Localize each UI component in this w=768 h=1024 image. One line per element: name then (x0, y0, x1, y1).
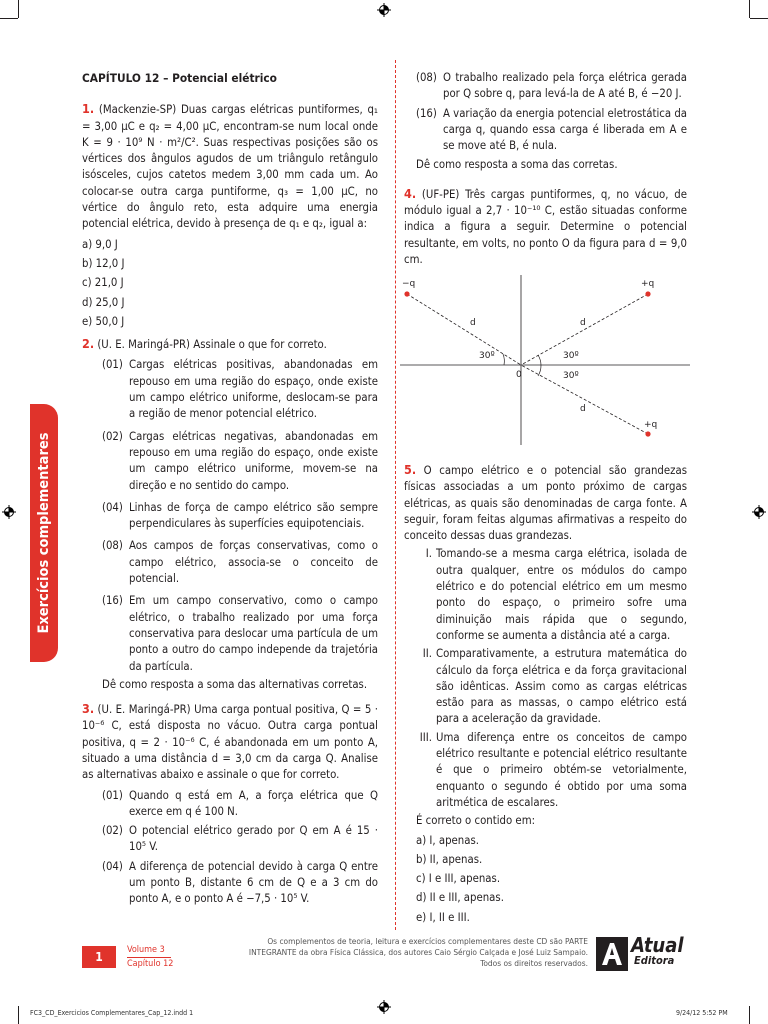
charges-figure (400, 275, 700, 445)
list-item (82, 538, 378, 587)
dashed-line (407, 294, 521, 365)
publisher-logo-icon (596, 937, 628, 971)
item-code: (08) (102, 539, 123, 553)
list-item (82, 859, 378, 908)
angle-arc (538, 365, 541, 376)
sidebar-tab (30, 404, 58, 662)
dashed-line (521, 294, 648, 365)
list-item (82, 500, 378, 533)
registration-mark-icon (2, 505, 16, 519)
option: b) II, apenas. (416, 852, 483, 866)
copyright-line: Todos os direitos reservados. (480, 958, 588, 968)
angle-arc (503, 354, 504, 365)
option: e) 50,0 J (82, 314, 125, 328)
label-angle: 30º (479, 351, 495, 361)
list-item (82, 788, 378, 821)
item-text: Quando q está em A, a força elétrica que Q exerce em q é 100 N. (129, 788, 378, 818)
chapter-title: CAPÍTULO 12 – Potencial elétrico (82, 71, 277, 85)
item-text: Cargas elétricas negativas, abandonadas em repouso em uma região do espaço, onde existe um campo elétrico uniforme, movem-se na direção e no sentido do campo. (129, 429, 378, 492)
crop-mark (749, 1006, 750, 1024)
item-text: A diferença de potencial devido à carga Q entre um ponto B, distante 6 cm de Q e a 3 cm do ponto A, e o ponto A é −7,5 · 10⁵ V. (129, 859, 378, 906)
statement-numeral: II. (422, 647, 432, 661)
item-text: O potencial elétrico gerado por Q em A é 15 · 10⁵ V. (129, 824, 378, 854)
print-date-info: 9/24/12 5:52 PM (676, 1009, 728, 1017)
option: e) I, II e III. (416, 910, 470, 924)
crop-mark (18, 0, 19, 18)
question-text: O campo elétrico e o potencial são grandezas físicas associadas a um ponto próximo de cargas elétricas, as quais são denominadas de carga fonte. A seguir, foram feitas algumas afirmativas a respeito do conceito dessas duas grandezas. (404, 464, 687, 543)
item-code: (02) (102, 824, 123, 838)
item-code: (16) (416, 106, 437, 120)
crop-mark (750, 18, 768, 19)
question-number: 5. (404, 462, 417, 477)
item-text: O trabalho realizado pela força elétrica gerada por Q sobre q, para levá-la de A até B, é −20 J. (443, 71, 687, 101)
copyright-line: INTEGRANTE da obra Física Clássica, dos autores Caio Sérgio Calçada e José Luiz Sampaio. (248, 947, 588, 957)
question-5 (404, 462, 687, 929)
chapter-label: Capítulo 12 (127, 959, 174, 969)
question-4 (404, 185, 687, 268)
label-origin: 0 (516, 370, 522, 380)
statement (416, 646, 687, 727)
item-code: (16) (102, 594, 123, 608)
crop-mark (18, 1006, 19, 1024)
list-item (416, 70, 687, 103)
question-text: (Mackenzie-SP) Duas cargas elétricas puntiformes, q₁ = 3,00 μC e q₂ = 4,00 μC, encontram-se num local onde K = 9 · 10⁹ N · m²/C². Suas respectivas posições são os vértices dos ângulos agudos de um triângulo retângulo isósceles, cujos catetos medem 3,00 mm cada um. Ao colocar-se outra carga puntiforme, q₃ = 1,00 μC, no vértice do ângulo reto, esta adquire uma energia potencial elétrica, devido à presença de q₁ e q₂, igual a: (82, 103, 379, 231)
question-2 (82, 336, 378, 693)
registration-mark-icon (377, 3, 391, 17)
option: d) II e III, apenas. (416, 891, 504, 905)
question-3 (82, 701, 378, 908)
option: c) 21,0 J (82, 276, 124, 290)
item-code: (08) (416, 71, 437, 84)
dashed-line (521, 365, 648, 434)
label-d: d (470, 318, 476, 328)
question-number: 1. (82, 101, 95, 117)
question-1 (82, 101, 378, 330)
item-code: (04) (102, 859, 123, 873)
left-column (82, 70, 378, 911)
copyright-notice (230, 936, 588, 969)
label-angle: 30º (563, 371, 579, 381)
question-text: (U. E. Maringá-PR) Assinale o que for correto. (97, 338, 327, 352)
question-footer: Dê como resposta a soma das corretas. (416, 158, 618, 172)
item-text: Aos campos de forças conservativas, como o campo elétrico, associa-se o conceito de potencial. (129, 539, 378, 586)
item-code: (04) (102, 500, 123, 514)
copyright-line: Os complementos de teoria, leitura e exercícios complementares deste CD são PARTE (267, 936, 588, 946)
registration-mark-icon (377, 1000, 391, 1014)
item-text: Em um campo conservativo, como o campo elétrico, o trabalho realizado por uma força conservativa para deslocar uma partícula de um ponto a outro do campo independe da trajetória da partícula. (129, 594, 378, 673)
statement-text: Tomando-se a mesma carga elétrica, isolada de outra qualquer, entre os módulos do campo elétrico e do potencial elétrico em um mesmo ponto do espaço, o primeiro sofre uma diminuição mais rápida que o segundo, conforme se aumenta a distância até a carga. (436, 547, 687, 642)
option: b) 12,0 J (82, 256, 125, 270)
statement (416, 730, 687, 811)
publisher-subtitle: Editora (634, 954, 675, 967)
right-column (404, 70, 688, 268)
statement (416, 546, 687, 644)
charge-dot (645, 431, 650, 436)
question-text: (UF-PE) Três cargas puntiformes, q, no vácuo, de módulo igual a 2,7 · 10⁻¹⁰ C, estão situadas conforme indica a figura a seguir. Determine o potencial resultante, em volts, no ponto O da figura para d = 9,0 cm. (404, 187, 687, 266)
label-neg-q: −q (402, 279, 416, 289)
item-code: (02) (102, 429, 123, 443)
column-divider (395, 60, 396, 930)
registration-mark-icon (752, 505, 766, 519)
charge-dot (404, 291, 409, 296)
question-number: 2. (82, 336, 95, 352)
statement-numeral: I. (425, 547, 432, 561)
question-number: 4. (404, 185, 417, 201)
item-text: Cargas elétricas positivas, abandonadas em repouso em uma região do espaço, onde existe um campo elétrico uniforme, deslocam-se para a região de menor potencial elétrico. (129, 358, 378, 421)
statement-text: Uma diferença entre os conceitos de campo elétrico resultante e potencial elétrico resultante é que o primeiro obtém-se vetorialmente, enquanto o segundo é obtido por uma soma aritmética de escalares. (436, 730, 687, 809)
item-text: A variação da energia potencial eletrostática da carga q, quando essa carga é liberada em A e se move até B, é nula. (443, 106, 688, 153)
item-code: (01) (102, 358, 123, 372)
item-text: Linhas de força de campo elétrico são sempre perpendiculares às superfícies equipotenciais. (129, 500, 378, 531)
question-text: (U. E. Maringá-PR) Uma carga pontual positiva, Q = 5 · 10⁻⁶ C, está disposta no vácuo. Outra carga pontual positiva, q = 2 · 10⁻⁶ C, é abandonada em um ponto A, situado a uma distância d = 3,0 cm da carga Q. Analise as alternativas abaixo e assinale o que for correto. (82, 703, 378, 782)
sidebar-label: Exercícios complementares (35, 432, 52, 634)
volume-label: Volume 3 (127, 944, 171, 958)
option: d) 25,0 J (82, 295, 125, 309)
list-item (82, 823, 378, 856)
question-number: 3. (82, 701, 95, 717)
question-footer: Dê como resposta a soma das alternativas corretas. (102, 677, 368, 691)
option: a) I, apenas. (416, 833, 479, 847)
label-d: d (580, 318, 586, 328)
charge-dot (645, 291, 650, 296)
list-item (416, 106, 687, 155)
label-pos-q-top: +q (641, 279, 655, 289)
publisher-name: Atual (631, 933, 684, 957)
item-code: (01) (102, 788, 123, 802)
label-d: d (580, 404, 586, 414)
question-prompt: É correto o contido em: (416, 814, 536, 828)
crop-mark (749, 0, 750, 18)
volume-info (127, 944, 173, 970)
option: c) I e III, apenas. (416, 872, 501, 886)
crop-mark (0, 18, 18, 19)
list-item (82, 429, 378, 494)
angle-arc (538, 355, 541, 365)
label-angle: 30º (563, 351, 579, 361)
list-item (82, 593, 378, 674)
label-pos-q-bottom: +q (644, 420, 658, 430)
statement-numeral: III. (419, 730, 432, 744)
list-item (82, 357, 378, 422)
statement-text: Comparativamente, a estrutura matemática do cálculo da força elétrica e da força gravitacional são idênticas. Assim como as cargas elétricas estão para as massas, o campo elétrico está para a aceleração da gravidade. (436, 647, 687, 726)
page-number: 1 (82, 946, 116, 968)
print-file-info: FC3_CD_Exercicios Complementares_Cap_12.indd 1 (30, 1009, 194, 1017)
option: a) 9,0 J (82, 237, 118, 251)
